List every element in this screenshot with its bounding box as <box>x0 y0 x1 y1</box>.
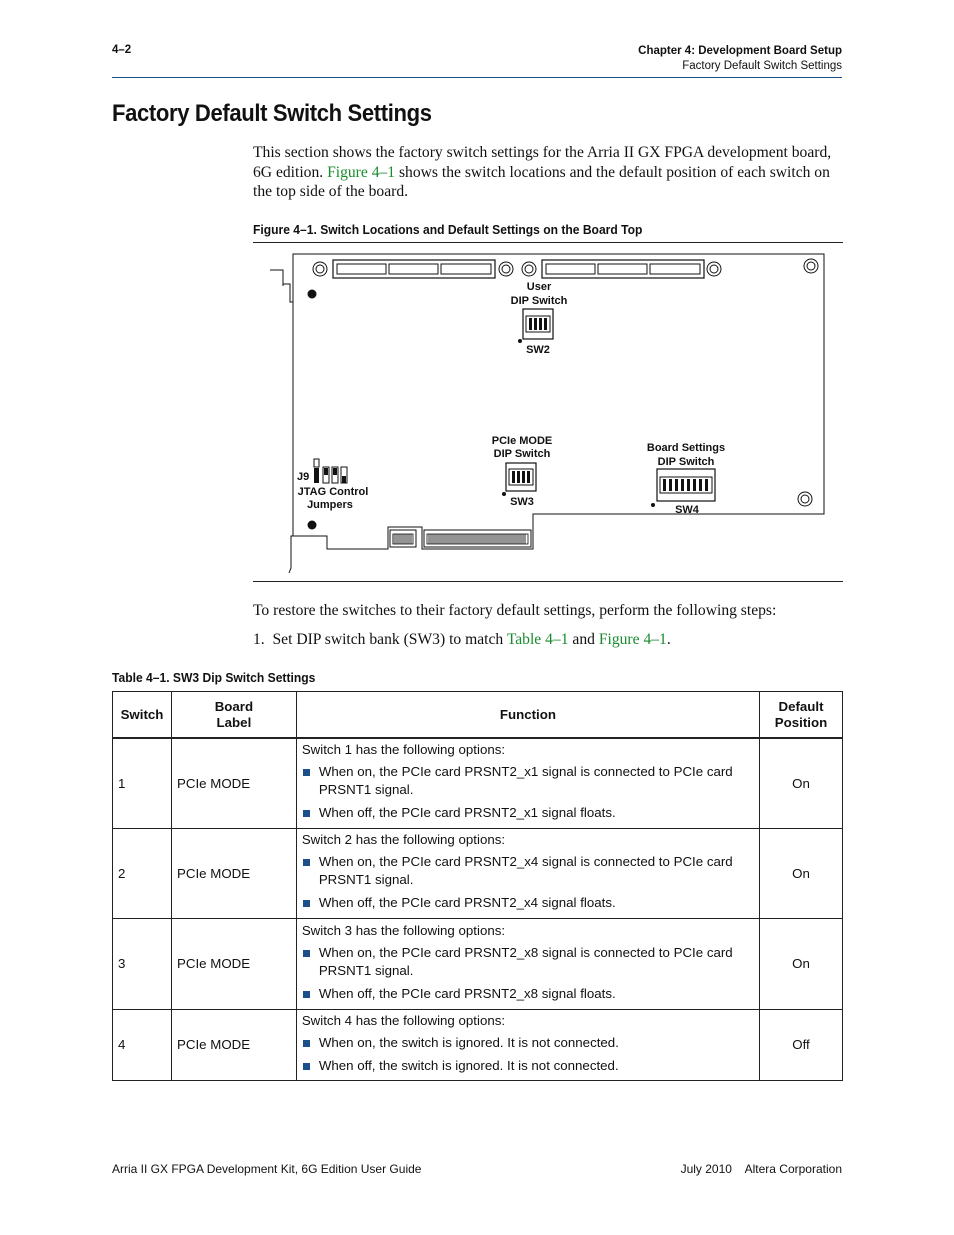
bullet-icon <box>303 991 310 998</box>
sw3-label: SW3 <box>510 496 534 508</box>
function-intro: Switch 2 has the following options: <box>301 832 506 847</box>
pcie-dip-label: DIP Switch <box>493 448 551 460</box>
user-dip-label: DIP Switch <box>510 295 568 307</box>
sw3-dip-switch <box>506 463 536 491</box>
j9-label: J9 <box>297 471 310 483</box>
step-1-text-1: Set DIP switch bank (SW3) to match <box>272 631 507 648</box>
header-function: Function <box>296 692 759 739</box>
function-options <box>302 763 754 822</box>
function-options <box>302 1034 754 1075</box>
figure-caption: Figure 4–1. Switch Locations and Default Settings on the Board Top <box>253 222 643 237</box>
step-1-text-2: and <box>568 631 599 648</box>
table-header-row <box>113 692 843 739</box>
jtag-control-label: JTAG Control <box>297 486 369 498</box>
cell-switch: 3 <box>113 918 172 1009</box>
function-intro: Switch 3 has the following options: <box>301 922 506 938</box>
sw4-dip-switch <box>657 469 715 501</box>
footer-date-company: July 2010 Altera Corporation <box>680 1162 842 1176</box>
sw4-label: SW4 <box>675 504 699 516</box>
sw2-label: SW2 <box>526 344 550 356</box>
option-text: When off, the PCIe card PRSNT2_x8 signal floats. <box>318 985 616 1001</box>
header-default-position: Default Position <box>760 692 843 739</box>
board-settings-label: Board Settings <box>646 442 726 454</box>
cell-function <box>296 738 759 828</box>
option-text: When on, the switch is ignored. It is not connected. <box>318 1034 619 1050</box>
board-dip-label: DIP Switch <box>657 456 715 468</box>
top-connector-left <box>333 260 495 278</box>
cell-default: Off <box>760 1009 843 1080</box>
option-item <box>302 763 754 799</box>
bullet-icon <box>303 1040 310 1047</box>
intro-paragraph <box>253 143 845 202</box>
bullet-icon <box>303 900 310 907</box>
figure-bottom-rule <box>253 581 843 582</box>
header-rule <box>112 77 842 78</box>
j9-jumpers <box>314 459 347 483</box>
option-text: When on, the PCIe card PRSNT2_x4 signal is connected to PCIe card PRSNT1 signal. <box>318 854 733 887</box>
step-1 <box>253 630 845 650</box>
cell-switch: 1 <box>113 738 172 828</box>
figure-link[interactable]: Figure 4–1 <box>327 163 396 181</box>
cell-board-label: PCIe MODE <box>171 828 296 918</box>
option-text: When off, the PCIe card PRSNT2_x1 signal floats. <box>318 805 616 821</box>
option-item <box>302 985 754 1003</box>
pcie-bracket <box>270 270 293 573</box>
function-options <box>302 944 754 1003</box>
bullet-icon <box>303 859 310 866</box>
cell-function <box>296 918 759 1009</box>
board-diagram <box>253 243 843 581</box>
cell-default: On <box>760 828 843 918</box>
pcie-edge-connector <box>390 530 531 547</box>
page-title: Factory Default Switch Settings <box>112 100 432 127</box>
intro-text-2: shows the switch locations and the default position of each switch on the top side of the board. <box>253 163 830 200</box>
header-switch: Switch <box>113 692 172 739</box>
section-title: Factory Default Switch Settings <box>682 60 842 72</box>
option-text: When on, the PCIe card PRSNT2_x1 signal is connected to PCIe card PRSNT1 signal. <box>318 764 733 798</box>
option-item <box>302 894 754 912</box>
header-board-label: Board Label <box>171 692 296 739</box>
table-caption: Table 4–1. SW3 Dip Switch Settings <box>112 670 316 685</box>
figure-link-2[interactable]: Figure 4–1 <box>598 631 667 648</box>
function-intro: Switch 1 has the following options: <box>301 742 506 758</box>
cell-function <box>296 1009 759 1080</box>
footer-guide-title: Arria II GX FPGA Development Kit, 6G Edition User Guide <box>112 1162 422 1176</box>
step-1-number: 1. <box>253 631 265 648</box>
bullet-icon <box>303 769 310 776</box>
cell-board-label: PCIe MODE <box>171 918 296 1009</box>
table-row <box>113 1009 843 1080</box>
jumpers-label: Jumpers <box>307 499 353 511</box>
sw3-settings-table <box>112 691 843 1081</box>
function-intro: Switch 4 has the following options: <box>301 1012 506 1028</box>
page-number: 4–2 <box>112 44 132 56</box>
cell-default: On <box>760 738 843 828</box>
option-text: When off, the switch is ignored. It is not connected. <box>318 1057 619 1073</box>
cell-default: On <box>760 918 843 1009</box>
option-item <box>302 853 754 889</box>
option-item <box>302 944 754 980</box>
option-text: When on, the PCIe card PRSNT2_x8 signal is connected to PCIe card PRSNT1 signal. <box>318 944 733 978</box>
cell-switch: 4 <box>113 1009 172 1080</box>
chapter-title: Chapter 4: Development Board Setup <box>638 45 842 57</box>
running-header <box>638 44 842 74</box>
board-figure <box>253 243 843 581</box>
bullet-icon <box>303 1063 310 1070</box>
cell-switch: 2 <box>113 828 172 918</box>
step-1-text-3: . <box>666 631 671 648</box>
table-row <box>113 828 843 918</box>
cell-board-label: PCIe MODE <box>171 738 296 828</box>
pcie-mode-label: PCIe MODE <box>491 435 553 447</box>
table-row <box>113 918 843 1009</box>
bullet-icon <box>303 950 310 957</box>
top-connector-right <box>542 260 704 278</box>
option-item <box>302 804 754 822</box>
function-options <box>302 853 754 912</box>
option-item <box>302 1034 754 1052</box>
sw2-dip-switch <box>523 309 553 339</box>
cell-function <box>296 828 759 918</box>
table-row <box>113 738 843 828</box>
option-text: When off, the PCIe card PRSNT2_x4 signal floats. <box>318 895 616 910</box>
intro-text-1: This section shows the factory switch settings for the Arria II GX FPGA development board, 6G edition. <box>253 144 832 181</box>
restore-paragraph: To restore the switches to their factory default settings, perform the following steps: <box>253 602 777 619</box>
user-label: User <box>526 281 552 293</box>
bullet-icon <box>303 810 310 817</box>
option-item <box>302 1057 754 1075</box>
cell-board-label: PCIe MODE <box>171 1009 296 1080</box>
table-link[interactable]: Table 4–1 <box>506 631 569 648</box>
